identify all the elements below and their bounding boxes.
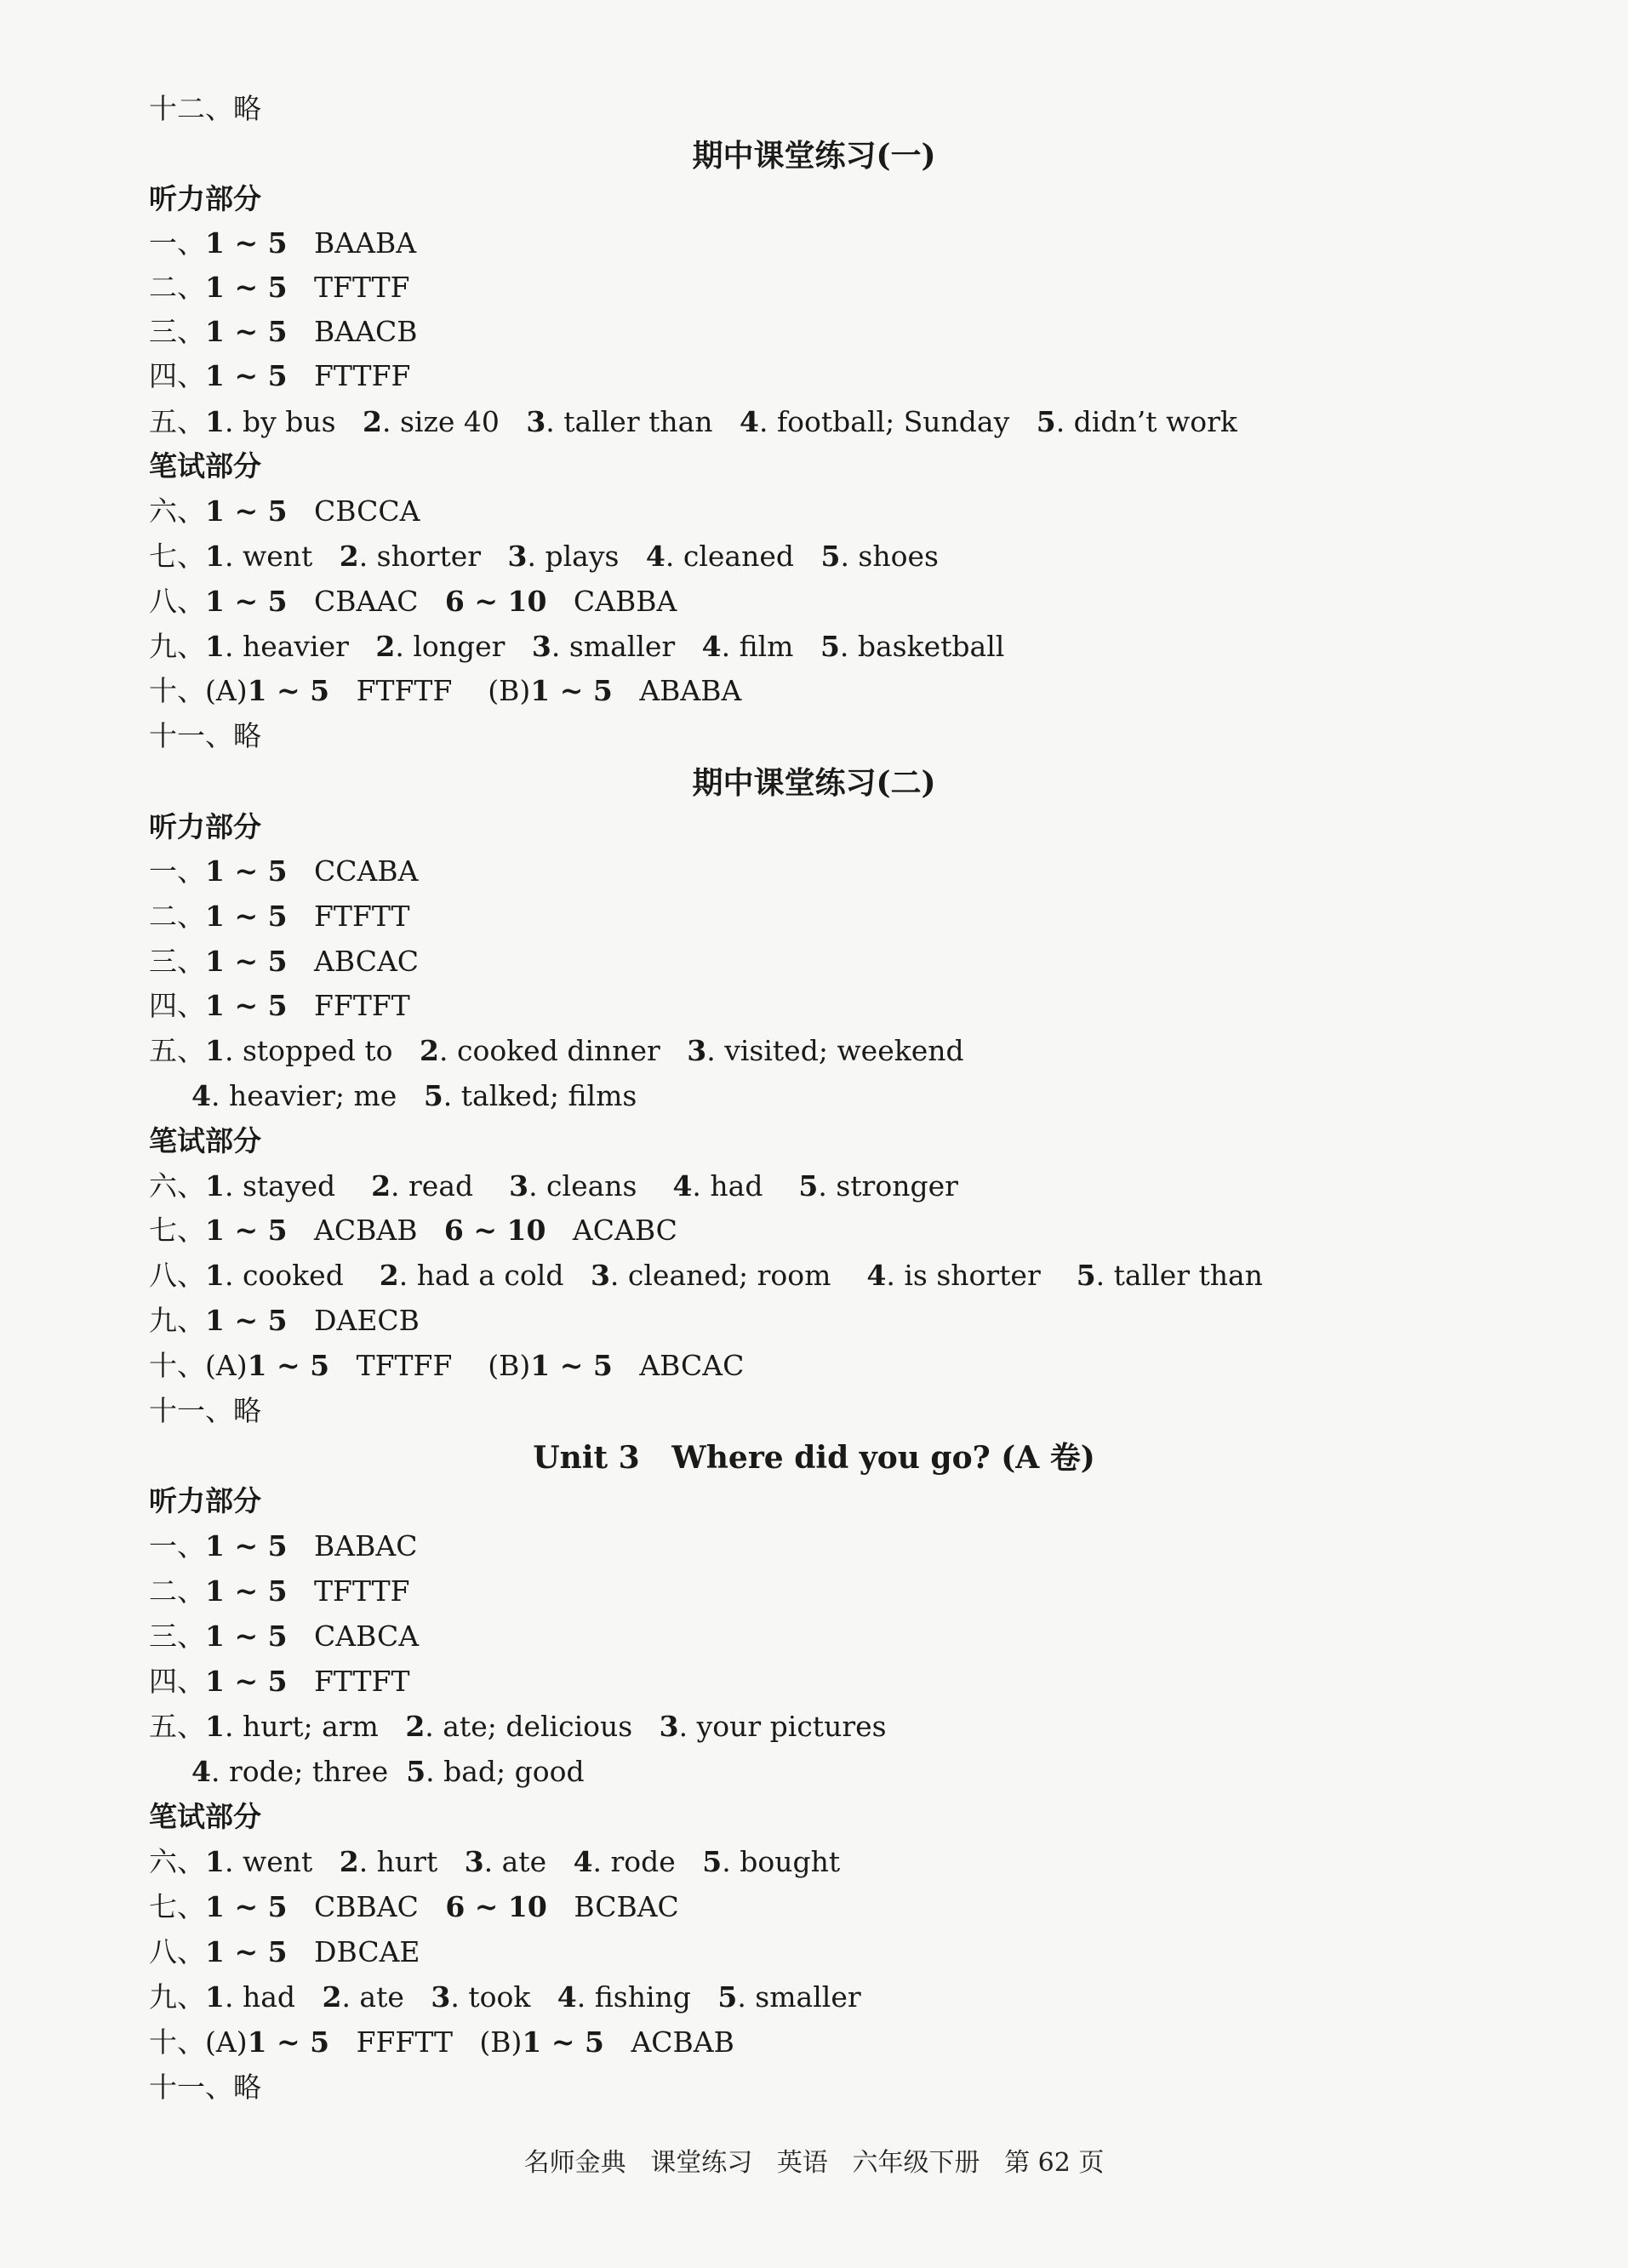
- answer-line: [149, 178, 261, 220]
- answer-text: 九、: [149, 1304, 205, 1337]
- answer-label: 1 ~ 5: [205, 1890, 288, 1923]
- answer-text: . size 40: [381, 405, 527, 438]
- answer-label: 1 ~ 5: [205, 359, 288, 392]
- answer-label: 1 ~ 5: [530, 674, 613, 707]
- answer-label: 2: [339, 540, 359, 573]
- answer-label: 6 ~ 10: [444, 585, 547, 618]
- answer-text: 一、: [149, 1529, 205, 1562]
- answer-line: [149, 535, 939, 578]
- answer-text: 八、: [149, 1259, 205, 1292]
- answer-line: [149, 1480, 261, 1522]
- answer-text: BCBAC: [546, 1890, 679, 1923]
- answer-text: . hurt: [358, 1845, 465, 1878]
- answer-label: 5: [820, 540, 841, 573]
- answer-text: 三、: [149, 315, 205, 348]
- answer-text: ACBAB: [287, 1214, 444, 1247]
- answer-line: [149, 895, 409, 938]
- answer-line: [149, 311, 417, 353]
- answer-text: . ate: [483, 1845, 574, 1878]
- answer-text: . cleaned: [665, 540, 821, 573]
- answer-text: . bought: [722, 1845, 841, 1878]
- section-heading: Unit 3 Where did you go? (A 卷): [533, 1440, 1095, 1476]
- answer-text: 一、: [149, 226, 205, 260]
- answer-text: CABCA: [287, 1620, 420, 1653]
- answer-line: [149, 985, 410, 1027]
- answer-text: . had: [224, 1980, 323, 2014]
- answer-line: [149, 670, 741, 712]
- answer-text: . went: [224, 540, 340, 573]
- answer-text: TFTFF (B): [329, 1349, 531, 1382]
- answer-text: CBCCA: [287, 494, 420, 528]
- answer-label: 1: [205, 1259, 225, 1292]
- answer-line: [149, 1390, 261, 1432]
- answer-label: 3: [687, 1034, 707, 1067]
- answer-line: [149, 1886, 679, 1928]
- answer-text: 七、: [149, 540, 205, 573]
- answer-label: 听力部分: [149, 182, 261, 215]
- answer-label: 4: [191, 1079, 211, 1112]
- answer-line: [149, 626, 1004, 668]
- answer-text: 七、: [149, 1214, 205, 1247]
- answer-label: 1 ~ 5: [205, 945, 288, 978]
- answer-text: 六、: [149, 1845, 205, 1878]
- answer-label: 2: [420, 1034, 439, 1067]
- answer-text: 五、: [149, 1710, 205, 1743]
- answer-text: . rode: [592, 1845, 703, 1878]
- answer-text: 十、(A): [149, 674, 248, 707]
- answer-label: 5: [1076, 1259, 1096, 1292]
- answer-label: 1 ~ 5: [205, 1620, 288, 1653]
- answer-text: 六、: [149, 494, 205, 528]
- answer-line: [149, 2066, 261, 2109]
- answer-line: [149, 355, 410, 397]
- answer-label: 3: [526, 405, 546, 438]
- answer-line: [149, 1300, 420, 1342]
- answer-text: 十一、略: [149, 2071, 261, 2104]
- answer-line: [149, 1120, 261, 1163]
- answer-label: 4: [557, 1980, 577, 2014]
- answer-line: [149, 445, 261, 488]
- answer-label: 2: [375, 630, 396, 663]
- answer-label: 1: [205, 1710, 225, 1743]
- answer-label: 1: [205, 1980, 225, 2014]
- answer-label: 1 ~ 5: [205, 1304, 288, 1337]
- answer-text: . plays: [527, 540, 646, 573]
- answer-label: 1: [205, 405, 225, 438]
- answer-label: 3: [531, 630, 551, 663]
- answer-text: . took: [450, 1980, 557, 2014]
- answer-text: 八、: [149, 1935, 205, 1968]
- answer-label: 1 ~ 5: [530, 1349, 613, 1382]
- answer-line: [149, 1976, 861, 2019]
- section-heading: 期中课堂练习(二): [692, 765, 936, 801]
- answer-label: 1 ~ 5: [205, 1529, 288, 1562]
- answer-line: [149, 490, 420, 533]
- answer-line: [149, 850, 418, 893]
- answer-text: 八、: [149, 585, 205, 618]
- answer-text: 九、: [149, 1980, 205, 2014]
- answer-label: 3: [659, 1710, 679, 1743]
- answer-text: . ate: [341, 1980, 431, 2014]
- answer-text: . visited; weekend: [706, 1034, 964, 1067]
- answer-label: 5: [798, 1169, 819, 1203]
- answer-text: BAABA: [287, 226, 417, 260]
- answer-text: . talked; films: [443, 1079, 637, 1112]
- answer-text: 九、: [149, 630, 205, 663]
- answer-line: [149, 580, 677, 623]
- answer-label: 2: [371, 1169, 391, 1203]
- answer-line: [149, 401, 1237, 443]
- answer-label: 1: [205, 1845, 225, 1878]
- answer-text: . bad; good: [426, 1755, 585, 1788]
- answer-label: 1 ~ 5: [522, 2025, 604, 2059]
- answer-label: 5: [820, 630, 840, 663]
- answer-text: . stopped to: [224, 1034, 420, 1067]
- answer-text: . basketball: [839, 630, 1005, 663]
- answer-text: 二、: [149, 1574, 205, 1608]
- answer-text: . stronger: [818, 1169, 958, 1203]
- answer-text: FTTFT: [287, 1665, 410, 1698]
- answer-text: . smaller: [551, 630, 702, 663]
- answer-label: 4: [866, 1259, 887, 1292]
- answer-text: . ate; delicious: [425, 1710, 660, 1743]
- answer-label: 5: [406, 1755, 426, 1788]
- answer-label: 1: [205, 630, 225, 663]
- answer-text: 四、: [149, 989, 205, 1022]
- answer-text: 四、: [149, 1665, 205, 1698]
- answer-text: . read: [391, 1169, 510, 1203]
- answer-text: . shoes: [840, 540, 939, 573]
- answer-label: 1 ~ 5: [205, 1665, 288, 1698]
- answer-label: 3: [509, 1169, 529, 1203]
- answer-text: . cooked: [224, 1259, 380, 1292]
- answer-label: 笔试部分: [149, 449, 261, 483]
- answer-text: . by bus: [224, 405, 363, 438]
- answer-label: 4: [701, 630, 722, 663]
- answer-text: . rode; three: [210, 1755, 407, 1788]
- answer-line: [149, 1705, 887, 1748]
- answer-label: 1 ~ 5: [247, 2025, 330, 2059]
- answer-text: 四、: [149, 359, 205, 392]
- answer-line: [149, 222, 416, 265]
- answer-label: 3: [431, 1980, 451, 2014]
- answer-text: 十、(A): [149, 1349, 248, 1382]
- answer-label: 3: [590, 1259, 610, 1292]
- answer-text: ABCAC: [287, 945, 420, 978]
- answer-label: 1: [205, 1169, 225, 1203]
- answer-text: DBCAE: [287, 1935, 420, 1968]
- answer-text: . football; Sunday: [758, 405, 1037, 438]
- answer-label: 1 ~ 5: [205, 1214, 288, 1247]
- answer-line: [149, 2021, 734, 2064]
- answer-label: 1: [205, 540, 225, 573]
- answer-text: 七、: [149, 1890, 205, 1923]
- answer-text: 二、: [149, 900, 205, 933]
- answer-text: . heavier; me: [210, 1079, 424, 1112]
- answer-text: . had a cold: [398, 1259, 591, 1292]
- answer-text: . heavier: [224, 630, 376, 663]
- answer-text: DAECB: [287, 1304, 420, 1337]
- answer-text: ACABC: [546, 1214, 677, 1247]
- answer-label: 1 ~ 5: [205, 989, 288, 1022]
- answer-text: 一、: [149, 854, 205, 888]
- answer-text: TFTTF: [287, 271, 410, 304]
- answer-label: 2: [339, 1845, 359, 1878]
- answer-label: 5: [717, 1980, 738, 2014]
- answer-line: [191, 1075, 637, 1117]
- answer-text: FTFTF (B): [329, 674, 531, 707]
- answer-label: 4: [672, 1169, 693, 1203]
- answer-label: 4: [645, 540, 665, 573]
- answer-text: 六、: [149, 1169, 205, 1203]
- answer-label: 3: [464, 1845, 484, 1878]
- answer-line: [149, 1030, 964, 1072]
- answer-label: 2: [379, 1259, 399, 1292]
- answer-line: [149, 715, 261, 757]
- answer-text: FFTFT: [287, 989, 410, 1022]
- answer-text: CBAAC: [287, 585, 445, 618]
- answer-label: 4: [191, 1755, 211, 1788]
- answer-text: 三、: [149, 1620, 205, 1653]
- answer-line: [149, 1796, 261, 1838]
- answer-text: FTFTT: [287, 900, 410, 933]
- answer-label: 1 ~ 5: [205, 1574, 288, 1608]
- answer-text: ABABA: [612, 674, 742, 707]
- answer-line: [149, 88, 261, 130]
- answer-text: . cooked dinner: [438, 1034, 688, 1067]
- answer-text: . had: [692, 1169, 799, 1203]
- answer-text: 五、: [149, 405, 205, 438]
- answer-text: . shorter: [358, 540, 508, 573]
- answer-label: 5: [423, 1079, 443, 1112]
- answer-line: [149, 1841, 840, 1883]
- answer-line: [149, 940, 419, 983]
- answer-text: . film: [721, 630, 820, 663]
- answer-label: 笔试部分: [149, 1800, 261, 1833]
- answer-text: . cleaned; room: [609, 1259, 867, 1292]
- answer-text: . is shorter: [886, 1259, 1077, 1292]
- answer-label: 2: [363, 405, 382, 438]
- answer-label: 1 ~ 5: [247, 674, 330, 707]
- answer-line: [149, 1209, 677, 1252]
- answer-text: FFFTT (B): [329, 2025, 523, 2059]
- answer-label: 听力部分: [149, 810, 261, 843]
- answer-text: 十一、略: [149, 719, 261, 752]
- answer-text: . taller than: [546, 405, 740, 438]
- answer-text: ACBAB: [603, 2025, 734, 2059]
- answer-text: 十一、略: [149, 1394, 261, 1427]
- answer-text: . fishing: [576, 1980, 718, 2014]
- answer-text: . your pictures: [678, 1710, 887, 1743]
- answer-label: 1 ~ 5: [205, 900, 288, 933]
- answer-line: [149, 1345, 744, 1387]
- answer-text: CCABA: [287, 854, 419, 888]
- section-heading: 期中课堂练习(一): [692, 138, 936, 174]
- answer-label: 1 ~ 5: [205, 494, 288, 528]
- answer-label: 1 ~ 5: [205, 226, 288, 260]
- answer-text: BABAC: [287, 1529, 418, 1562]
- answer-text: . taller than: [1095, 1259, 1263, 1292]
- answer-text: BAACB: [287, 315, 418, 348]
- answer-line: [149, 1525, 417, 1568]
- answer-label: 5: [1036, 405, 1056, 438]
- answer-label: 3: [507, 540, 528, 573]
- answer-line: [149, 1660, 409, 1703]
- answer-text: . smaller: [737, 1980, 861, 2014]
- answer-line: [149, 1931, 420, 1974]
- answer-line: [149, 806, 261, 848]
- answer-text: . cleans: [528, 1169, 673, 1203]
- answer-text: TFTTF: [287, 1574, 410, 1608]
- answer-line: [149, 1165, 958, 1208]
- page-footer: 名师金典 课堂练习 英语 六年级下册 第 62 页: [523, 2148, 1105, 2178]
- answer-label: 6 ~ 10: [443, 1214, 546, 1247]
- answer-label: 2: [405, 1710, 426, 1743]
- answer-label: 5: [702, 1845, 723, 1878]
- answer-text: 十、(A): [149, 2025, 248, 2059]
- answer-label: 1 ~ 5: [247, 1349, 330, 1382]
- answer-label: 笔试部分: [149, 1124, 261, 1157]
- answer-label: 1 ~ 5: [205, 1935, 288, 1968]
- answer-line: [149, 1570, 409, 1613]
- answer-text: 十二、略: [149, 92, 261, 125]
- answer-text: 五、: [149, 1034, 205, 1067]
- answer-text: 三、: [149, 945, 205, 978]
- answer-text: CBBAC: [287, 1890, 446, 1923]
- answer-label: 1 ~ 5: [205, 271, 288, 304]
- answer-text: . longer: [395, 630, 532, 663]
- answer-text: . went: [224, 1845, 340, 1878]
- answer-label: 1 ~ 5: [205, 315, 288, 348]
- answer-line: [191, 1751, 585, 1793]
- answer-label: 1 ~ 5: [205, 854, 288, 888]
- answer-text: CABBA: [546, 585, 677, 618]
- answer-line: [149, 266, 409, 309]
- answer-text: FTTFF: [287, 359, 411, 392]
- answer-label: 2: [322, 1980, 342, 2014]
- answer-text: . stayed: [224, 1169, 372, 1203]
- answer-text: . didn’t work: [1055, 405, 1237, 438]
- answer-label: 1 ~ 5: [205, 585, 288, 618]
- answer-text: 二、: [149, 271, 205, 304]
- answer-line: [149, 1615, 419, 1658]
- answer-label: 1: [205, 1034, 225, 1067]
- answer-label: 4: [573, 1845, 593, 1878]
- answer-label: 6 ~ 10: [445, 1890, 547, 1923]
- answer-label: 听力部分: [149, 1484, 261, 1517]
- answer-text: ABCAC: [612, 1349, 745, 1382]
- answer-label: 4: [740, 405, 759, 438]
- answer-line: [149, 1254, 1263, 1297]
- answer-text: . hurt; arm: [224, 1710, 406, 1743]
